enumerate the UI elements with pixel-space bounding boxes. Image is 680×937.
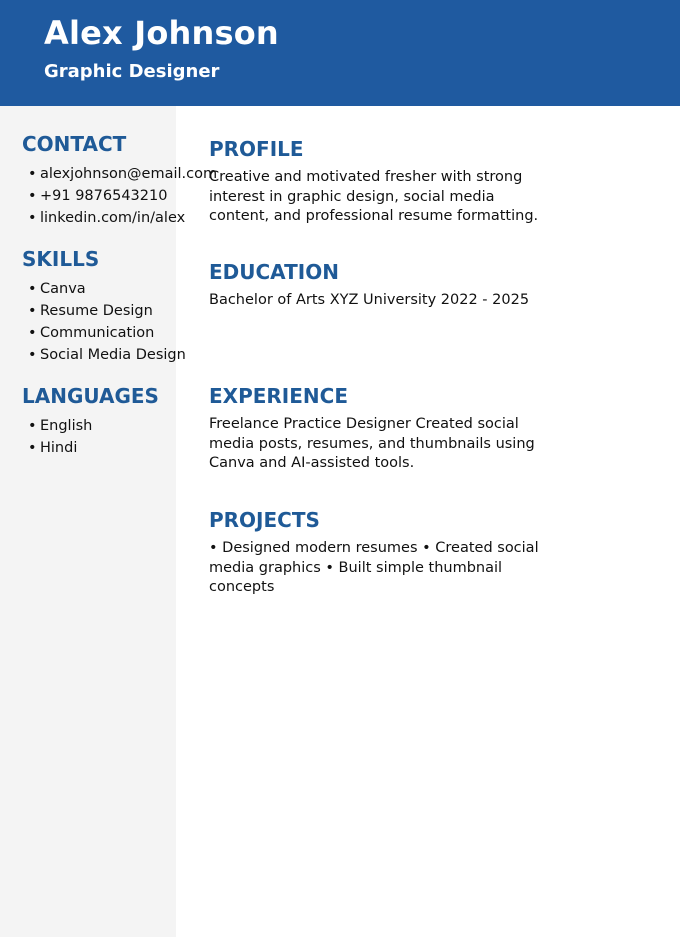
contact-list: [22, 163, 217, 229]
languages-section: [22, 383, 159, 459]
education-heading: EDUCATION: [209, 260, 339, 284]
profile-section: [209, 136, 549, 227]
list-item: • Resume Design: [22, 300, 186, 322]
profile-text: Creative and motivated fresher with strong interest in graphic design, social media content, and professional resume formatting.: [209, 169, 539, 224]
profile-heading: PROFILE: [209, 137, 304, 161]
skills-list: [22, 278, 186, 366]
contact-heading: CONTACT: [22, 132, 127, 156]
list-item: • Communication: [22, 322, 186, 344]
experience-section: [209, 383, 549, 474]
contact-section: [22, 131, 217, 229]
languages-heading: LANGUAGES: [22, 384, 159, 408]
contact-email: • alexjohnson@email.com: [22, 163, 217, 185]
experience-text: Freelance Practice Designer Created social media posts, resumes, and thumbnails using Canva and AI-assisted tools.: [209, 416, 535, 471]
list-item: • Hindi: [22, 437, 159, 459]
skills-section: [22, 246, 186, 366]
resume-sidebar: [0, 106, 176, 937]
candidate-name: Alex Johnson: [44, 14, 279, 52]
education-text: Bachelor of Arts XYZ University 2022 - 2025: [209, 292, 530, 308]
contact-phone: • +91 9876543210: [22, 185, 217, 207]
candidate-role: Graphic Designer: [44, 61, 220, 82]
list-item: • English: [22, 415, 159, 437]
skills-heading: SKILLS: [22, 247, 100, 271]
list-item: • Social Media Design: [22, 344, 186, 366]
contact-linkedin: • linkedin.com/in/alex: [22, 207, 217, 229]
education-section: [209, 259, 549, 311]
projects-heading: PROJECTS: [209, 508, 320, 532]
resume-header: [0, 0, 680, 106]
languages-list: [22, 415, 159, 459]
experience-heading: EXPERIENCE: [209, 384, 348, 408]
projects-section: [209, 507, 549, 598]
list-item: • Canva: [22, 278, 186, 300]
projects-text: • Designed modern resumes • Created social media graphics • Built simple thumbnail concepts: [209, 540, 539, 595]
